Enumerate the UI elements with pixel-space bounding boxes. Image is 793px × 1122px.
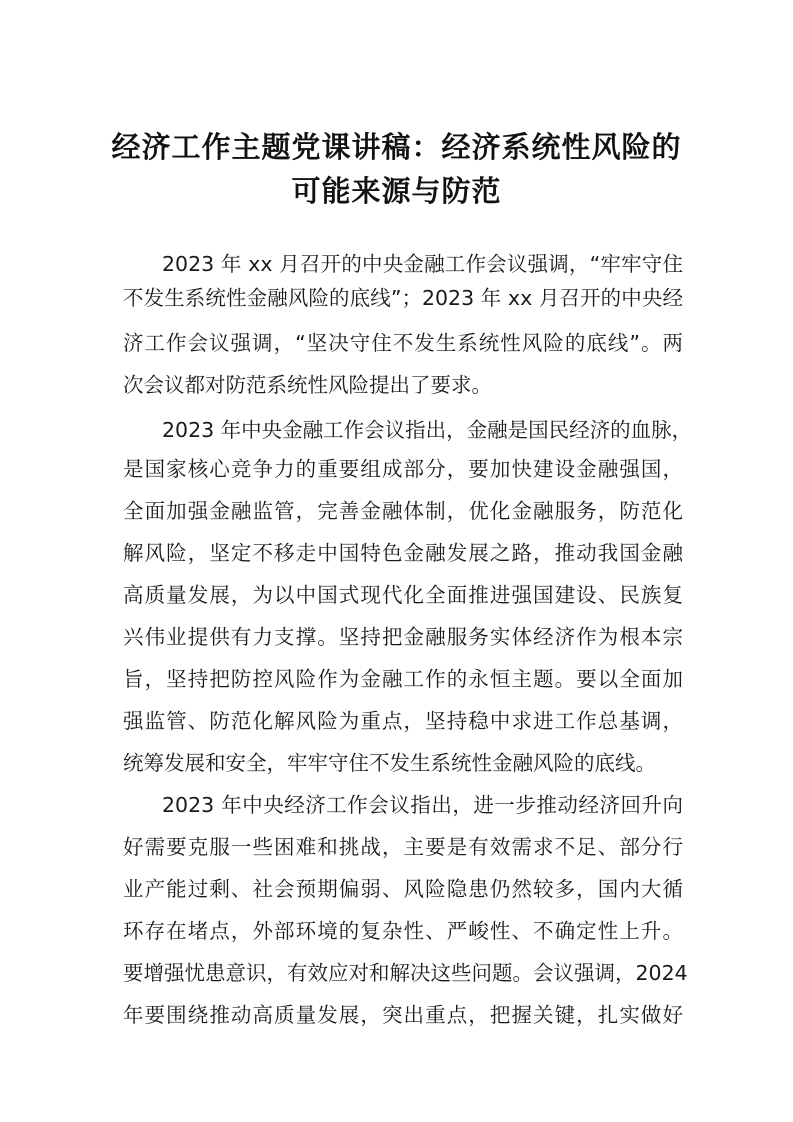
paragraph-1-line-1: 2023 年 xx 月召开的中央金融工作会议强调，“牢牢守住 <box>162 252 683 276</box>
paragraph-1-line-4: 次会议都对防范系统性风险提出了要求。 <box>123 373 492 397</box>
paragraph-3-line-1: 2023 年中央经济工作会议指出，进一步推动经济回升向 <box>162 793 683 817</box>
paragraph-2-line-6: 兴伟业提供有力支撑。坚持把金融服务实体经济作为根本宗 <box>123 625 683 649</box>
paragraph-2-line-9: 统筹发展和安全，牢牢守住不发生系统性金融风险的底线。 <box>123 751 656 775</box>
paragraph-2-line-1: 2023 年中央金融工作会议指出，金融是国民经济的血脉， <box>162 418 693 442</box>
paragraph-2-line-2: 是国家核心竞争力的重要组成部分，要加快建设金融强国， <box>123 457 683 481</box>
paragraph-3-line-4: 环存在堵点，外部环境的复杂性、严峻性、不确定性上升。 <box>123 919 683 943</box>
document-title-line-2: 可能来源与防范 <box>291 174 502 208</box>
paragraph-3-line-5: 要增强忧患意识，有效应对和解决这些问题。会议强调，2024 <box>123 961 688 985</box>
paragraph-1-line-3: 济工作会议强调，“坚决守住不发生系统性风险的底线”。两 <box>123 331 683 355</box>
paragraph-3-line-6: 年要围绕推动高质量发展，突出重点，把握关键，扎实做好 <box>123 1003 683 1027</box>
document-title-line-1: 经济工作主题党课讲稿：经济系统性风险的 <box>111 130 682 164</box>
paragraph-2-line-4: 解风险，坚定不移走中国特色金融发展之路，推动我国金融 <box>123 541 683 565</box>
paragraph-1-line-2: 不发生系统性金融风险的底线”；2023 年 xx 月召开的中央经 <box>123 286 683 310</box>
paragraph-2-line-8: 强监管、防范化解风险为重点，坚持稳中求进工作总基调， <box>123 709 683 733</box>
paragraph-2-line-5: 高质量发展，为以中国式现代化全面推进强国建设、民族复 <box>123 583 683 607</box>
paragraph-2-line-7: 旨，坚持把防控风险作为金融工作的永恒主题。要以全面加 <box>123 667 683 691</box>
paragraph-2-line-3: 全面加强金融监管，完善金融体制，优化金融服务，防范化 <box>123 499 683 523</box>
paragraph-3-line-3: 业产能过剩、社会预期偏弱、风险隐患仍然较多，国内大循 <box>123 877 683 901</box>
paragraph-3-line-2: 好需要克服一些困难和挑战，主要是有效需求不足、部分行 <box>123 835 683 859</box>
